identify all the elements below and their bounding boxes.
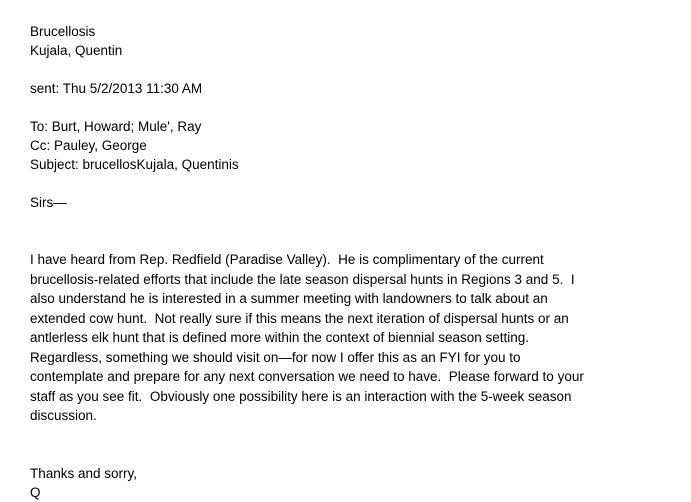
email-recipients-block	[30, 117, 663, 174]
email-salutation	[30, 193, 663, 212]
spacer-after-sent	[30, 98, 663, 117]
email-sender: Kujala, Quentin	[30, 43, 123, 58]
body-line: contemplate and prepare for any next conversation we need to have. Please forward to your	[30, 369, 584, 384]
body-line: extended cow hunt. Not really sure if this means the next iteration of dispersal hunts or an	[30, 310, 569, 326]
email-subject-title: Brucellosis	[30, 24, 96, 39]
body-line: antlerless elk hunt that is defined more within the context of biennial season setting.	[30, 330, 530, 345]
spacer-after-header	[30, 60, 663, 79]
signoff-initial: Q	[30, 484, 41, 500]
body-line: brucellosis-related efforts that include the late season dispersal hunts in Regions 3 and 5. I	[30, 271, 575, 287]
body-line: also understand he is interested in a summer meeting with landowners to talk about an	[30, 291, 548, 306]
spacer-after-body	[30, 426, 663, 445]
email-subject-field: Subject: brucellosKujala, Quentinis	[30, 157, 239, 172]
signoff-line: Thanks and sorry,	[30, 465, 138, 481]
email-signoff	[30, 464, 663, 502]
email-body	[30, 250, 663, 426]
body-line: staff as you see fit. Obviously one possibility here is an interaction with the 5-week season	[30, 388, 572, 404]
spacer-after-recipients	[30, 174, 663, 193]
body-line: Regardless, something we should visit on—for now I offer this as an FYI for you to	[30, 349, 521, 365]
email-cc-field: Cc: Pauley, George	[30, 138, 147, 153]
body-line: I have heard from Rep. Redfield (Paradise Valley). He is complimentary of the current	[30, 252, 544, 267]
spacer-before-signoff	[30, 445, 663, 464]
spacer-after-salutation	[30, 212, 663, 231]
salutation-text: Sirs—	[30, 195, 67, 210]
email-header	[30, 22, 663, 60]
email-sent-timestamp: sent: Thu 5/2/2013 11:30 AM	[30, 81, 203, 96]
spacer-before-body	[30, 231, 663, 250]
email-to-field: To: Burt, Howard; Mule', Ray	[30, 119, 202, 134]
email-sent-block	[30, 79, 663, 98]
body-line: discussion.	[30, 408, 97, 423]
